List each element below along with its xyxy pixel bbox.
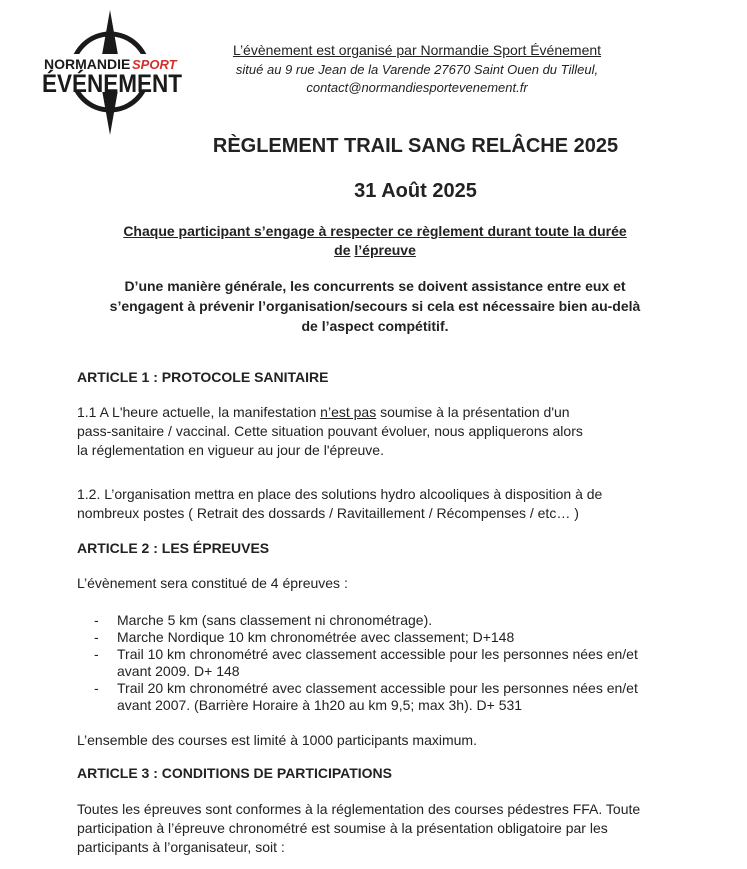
list-item-line1: Trail 20 km chronométré avec classement accessible pour les personnes nées en/et [117,680,638,696]
engagement-line-2b: l’épreuve [354,242,416,258]
events-list [94,612,694,714]
list-item [94,612,694,629]
general-line-2: s’engagent à prévenir l’organisation/secours si cela est nécessaire bien au-delà [109,298,641,314]
organizer-line: L’évènement est organisé par Normandie Sport Événement [232,42,602,58]
article-3-heading: ARTICLE 3 : CONDITIONS DE PARTICIPATIONS [77,765,393,781]
list-dash: - [94,680,99,696]
list-item [94,680,694,714]
list-dash: - [94,646,99,662]
logo-text-bottom: ÉVÉNEMENT [42,70,188,98]
engagement-line-1: Chaque participant s’engage à respecter ce règlement durant toute la durée [123,223,627,239]
document-title: RÈGLEMENT TRAIL SANG RELÂCHE 2025 [212,135,619,157]
general-line-3: de l’aspect compétitif. [301,318,449,334]
list-dash: - [94,629,99,645]
event-date: 31 Août 2025 [354,180,477,202]
general-line-1: D’une manière générale, les concurrents se doivent assistance entre eux et [124,278,626,294]
article-2-heading: ARTICLE 2 : LES ÉPREUVES [77,540,270,556]
list-item-line1: Marche 5 km (sans classement ni chronométrage). [117,612,433,628]
article-1-heading: ARTICLE 1 : PROTOCOLE SANITAIRE [77,369,329,385]
article-3-line2: participation à l’épreuve chronométré est soumise à la présentation obligatoire par les [77,820,608,836]
general-statement [80,276,670,336]
article-1-p1-line1-underlined: n’est pas [320,404,377,420]
article-2-intro: L’évènement sera constitué de 4 épreuves : [77,575,348,591]
normandie-sport-logo [38,10,188,135]
engagement-line-2a: de [334,242,351,258]
list-item-line2: avant 2007. (Barrière Horaire à 1h20 au km 9,5; max 3h). D+ 531 [117,697,523,713]
engagement-statement [80,222,670,260]
article-1-p1-line3: la réglementation en vigueur au jour de l'épreuve. [77,442,384,458]
article-3-line3: participants à l’organisateur, soit : [77,839,285,855]
article-3-paragraph [77,800,677,857]
list-item-line1: Trail 10 km chronométré avec classement accessible pour les personnes nées en/et [117,646,638,662]
list-item-line2: avant 2009. D+ 148 [117,663,240,679]
list-dash: - [94,612,99,628]
article-1-p2-line1: 1.2. L’organisation mettra en place des solutions hydro alcooliques à disposition à de [77,486,603,502]
list-item [94,629,694,646]
list-item [94,646,694,680]
logo-text-accent: SPORT [132,57,177,72]
article-1-p1-line1-b: soumise à la présentation d'un [380,404,570,420]
participants-limit: L’ensemble des courses est limité à 1000 participants maximum. [77,732,477,748]
article-1-p1-line2: pass-sanitaire / vaccinal. Cette situation pouvant évoluer, nous appliquerons alors [77,423,583,439]
logo-text-top: NORMANDIE [44,56,131,72]
list-item-line1: Marche Nordique 10 km chronométrée avec classement; D+148 [117,629,515,645]
article-3-line1: Toutes les épreuves sont conformes à la réglementation des courses pédestres FFA. Toute [77,801,641,817]
address-line: situé au 9 rue Jean de la Varende 27670 Saint Ouen du Tilleul, [235,62,599,77]
article-1-p2-line2: nombreux postes ( Retrait des dossards / Ravitaillement / Récompenses / etc… ) [77,505,579,521]
contact-line: contact@normandiesportevenement.fr [306,80,528,95]
article-1-paragraph-1 [77,403,677,460]
article-1-paragraph-2 [77,485,677,523]
article-1-p1-line1-a: 1.1 A L'heure actuelle, la manifestation [77,404,317,420]
